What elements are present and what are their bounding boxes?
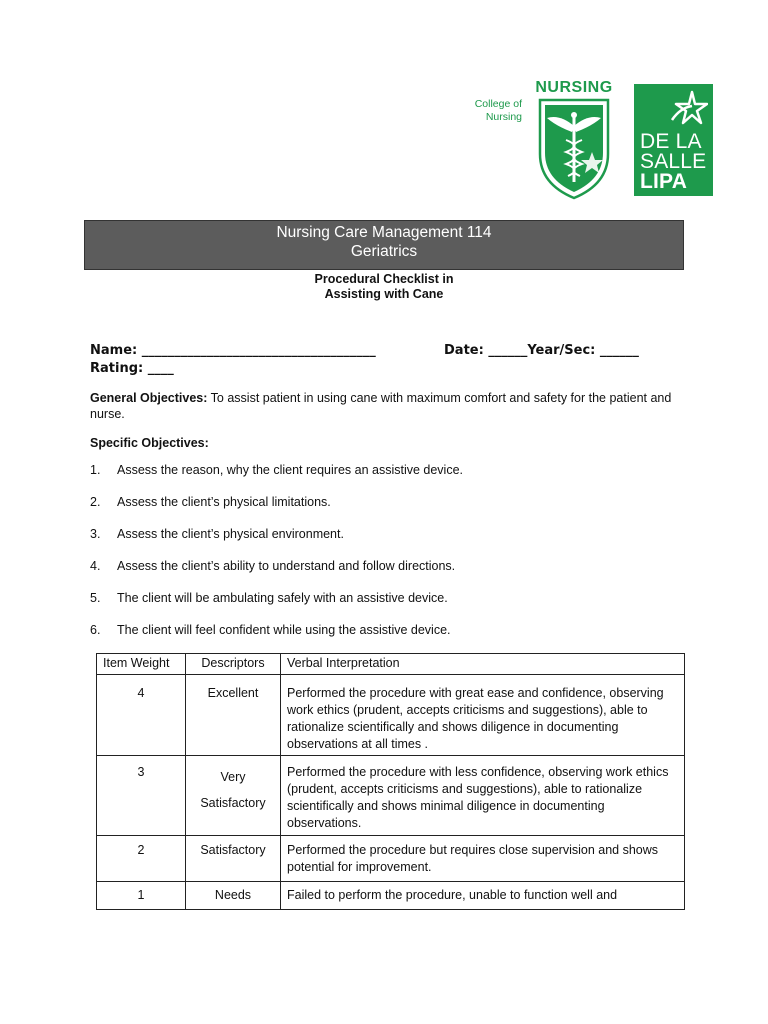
- header-verbal-interpretation: Verbal Interpretation: [281, 654, 685, 675]
- list-item: 5. The client will be ambulating safely with an assistive device.: [90, 591, 448, 605]
- date-year-sec-field: Date: ______Year/Sec: ______: [444, 343, 639, 358]
- list-item: 2. Assess the client’s physical limitations.: [90, 495, 331, 509]
- list-item: 6. The client will feel confident while using the assistive device.: [90, 623, 451, 637]
- table-row: [97, 882, 685, 910]
- interpretation-cell: Failed to perform the procedure, unable to function well and: [281, 882, 685, 910]
- table-row: [97, 836, 685, 882]
- descriptor-cell: Satisfactory: [186, 836, 281, 882]
- nursing-shield-logo-icon: [536, 96, 612, 200]
- interpretation-cell: Performed the procedure with great ease and confidence, observing work ethics (prudent, accepts criticisms and suggestions), able to rationalize scientifically and shows diligence in documenting observations at all times .: [281, 675, 685, 756]
- nursing-logo-word: NURSING: [535, 79, 613, 96]
- rating-field: Rating: ____: [90, 361, 174, 376]
- weight-cell: 2: [97, 836, 186, 882]
- header-item-weight: Item Weight: [97, 654, 186, 675]
- de-la-salle-lipa-logo: DE LA SALLE LIPA: [634, 84, 713, 196]
- college-of-nursing-label: College of Nursing: [474, 98, 522, 123]
- table-row: [97, 675, 685, 756]
- course-title-band: [84, 220, 684, 270]
- weight-cell: 4: [97, 675, 186, 756]
- course-subject: Geriatrics: [350, 243, 418, 260]
- header-descriptors: Descriptors: [186, 654, 281, 675]
- general-objectives: General Objectives: To assist patient in using cane with maximum comfort and safety for the patient and nurse.: [90, 391, 672, 421]
- descriptor-cell: Very Satisfactory: [186, 756, 281, 836]
- specific-objectives-list: [90, 463, 690, 655]
- descriptor-cell: Needs: [186, 882, 281, 910]
- specific-objectives-heading: Specific Objectives:: [90, 436, 209, 450]
- star-icon: [670, 90, 708, 130]
- interpretation-cell: Performed the procedure but requires close supervision and shows potential for improvement.: [281, 836, 685, 882]
- descriptor-cell: Excellent: [186, 675, 281, 756]
- interpretation-cell: Performed the procedure with less confidence, observing work ethics (prudent, accepts criticisms and suggestions), able to rationalize scientifically and shows minimal diligence in documenting observations.: [281, 756, 685, 836]
- list-item: 1. Assess the reason, why the client requires an assistive device.: [90, 463, 464, 477]
- list-item: 4. Assess the client’s ability to understand and follow directions.: [90, 559, 456, 573]
- table-header-row: [97, 654, 685, 675]
- name-field: Name: ____________________________________: [90, 343, 376, 358]
- rating-rubric-table: [96, 653, 685, 910]
- course-title: Nursing Care Management 114: [276, 224, 492, 241]
- weight-cell: 3: [97, 756, 186, 836]
- list-item: 3. Assess the client’s physical environment.: [90, 527, 344, 541]
- weight-cell: 1: [97, 882, 186, 910]
- checklist-subtitle: Procedural Checklist in Assisting with Cane: [314, 272, 454, 301]
- table-row: [97, 756, 685, 836]
